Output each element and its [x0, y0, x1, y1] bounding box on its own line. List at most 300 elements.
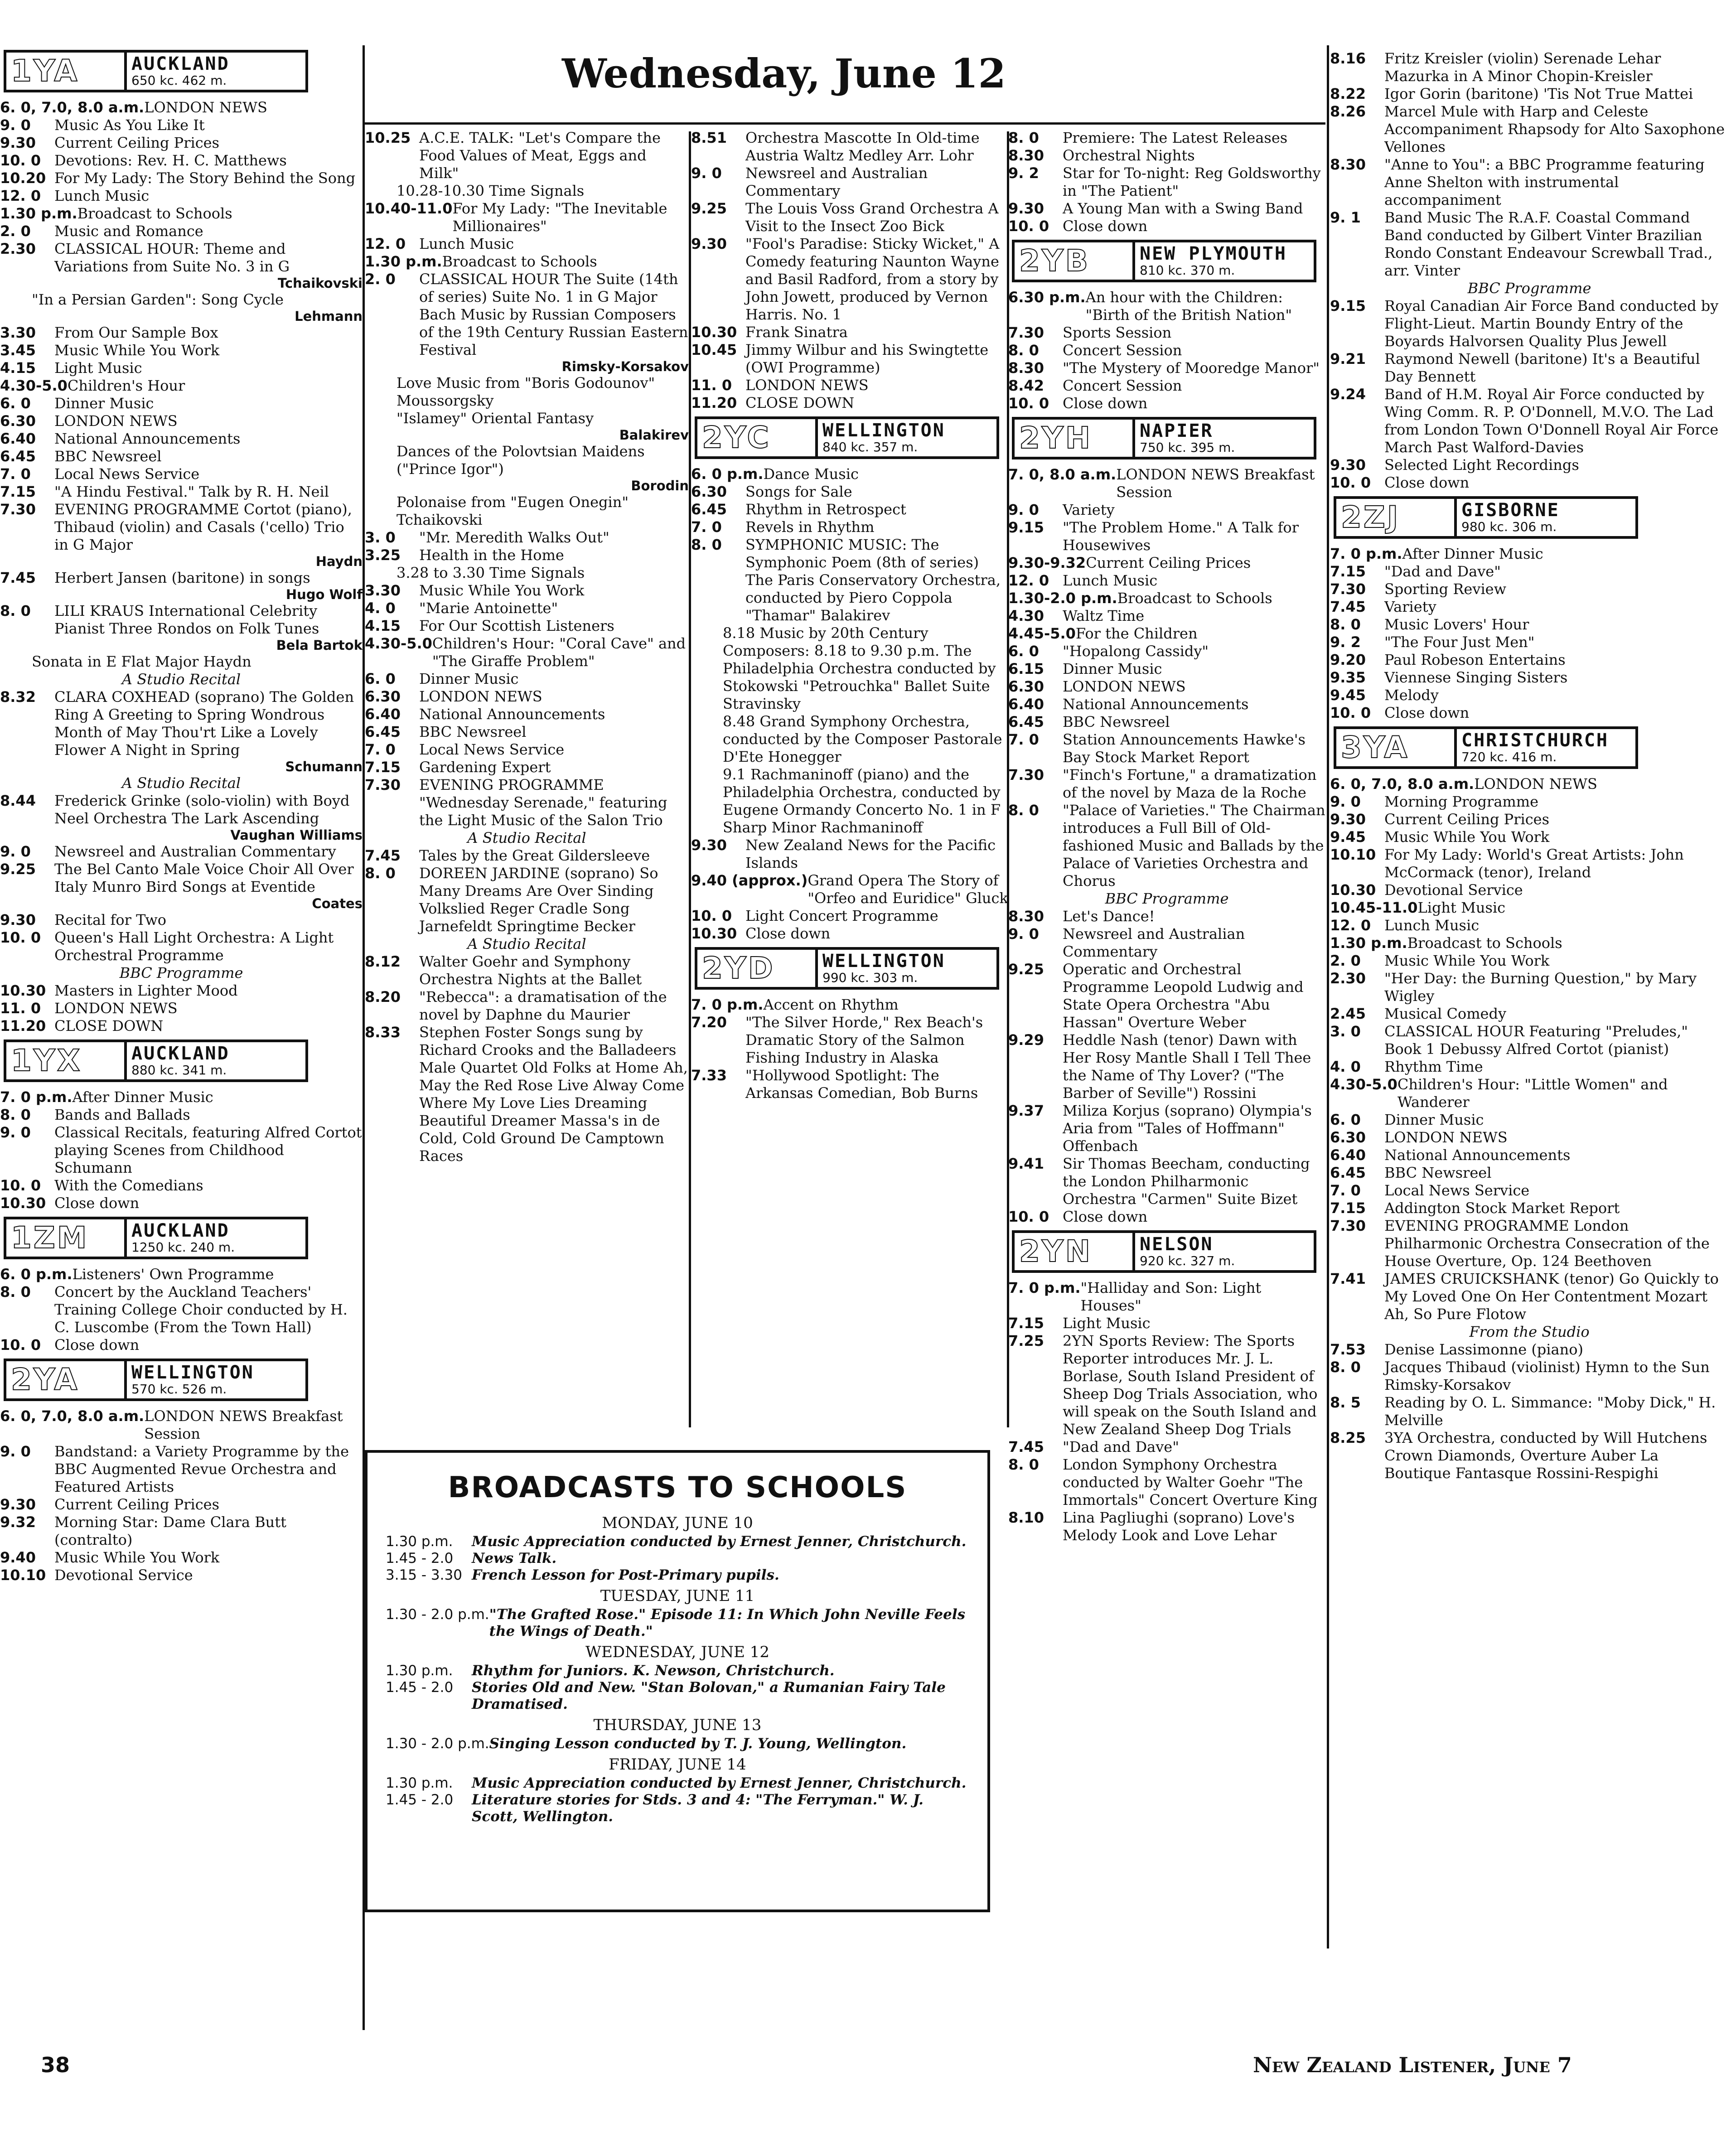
programme-time: 7.41	[1330, 1270, 1366, 1287]
programme-entry	[691, 872, 1008, 907]
programme-entry	[1330, 952, 1729, 970]
programme-title: Broadcast to Schools	[77, 205, 232, 222]
programme-title: CLOSE DOWN	[54, 1017, 164, 1035]
programme-entry	[1008, 1279, 1325, 1315]
station-freq: 750 kc. 395 m.	[1140, 440, 1235, 455]
programme-entry	[0, 569, 363, 587]
programme-entry	[1330, 687, 1729, 704]
programme-title: Tales by the Great Gildersleeve	[419, 847, 650, 864]
programme-title: CLARA COXHEAD (soprano) The Golden Ring A Greeting to Spring Wondrous Month of May Thou'rt Like a Lovely Flower A Night in Spring	[54, 688, 354, 759]
programme-entry	[0, 483, 363, 501]
schools-description: "The Grafted Rose." Episode 11: In Which John Neville Feels the Wings of Death."	[489, 1606, 966, 1639]
programme-entry	[1330, 563, 1729, 580]
programme-entry	[365, 1024, 689, 1165]
programme-entry	[1008, 696, 1325, 713]
programme-time: 9. 0	[1008, 925, 1039, 943]
programme-entry	[1330, 474, 1729, 492]
programme-entry	[691, 518, 1008, 536]
programme-title: "A Hindu Festival." Talk by R. H. Neil	[54, 483, 329, 500]
programme-entry	[0, 1266, 363, 1283]
programme-list-2yn	[1008, 1279, 1325, 1544]
programme-entry	[1330, 209, 1729, 280]
programme-title: LONDON NEWS	[419, 688, 542, 705]
programme-time: 10. 0	[0, 1336, 41, 1354]
programme-title: Raymond Newell (baritone) It's a Beautiful Day Bennett	[1384, 350, 1700, 385]
programme-entry	[1330, 811, 1729, 828]
programme-time: 6.30	[1008, 678, 1044, 695]
programme-time: 10. 0	[0, 152, 41, 169]
programme-entry	[365, 759, 689, 776]
programme-entry	[1330, 1359, 1729, 1394]
programme-title: Current Ceiling Prices	[1384, 811, 1549, 828]
programme-entry	[365, 988, 689, 1024]
programme-entry	[0, 1283, 363, 1336]
programme-note: A Studio Recital	[121, 671, 241, 688]
programme-entry	[0, 1000, 363, 1017]
programme-note: From the Studio	[1469, 1323, 1590, 1340]
programme-time: 4.15	[365, 617, 401, 634]
programme-time: 9.40 (approx.)	[691, 872, 808, 889]
programme-entry	[1330, 934, 1729, 952]
programme-detail: "Islamey" Oriental Fantasy	[397, 410, 594, 427]
programme-entry	[0, 377, 363, 395]
programme-title: National Announcements	[1063, 696, 1249, 713]
programme-time: 7.30	[1008, 766, 1044, 783]
programme-entry	[365, 235, 689, 253]
programme-entry	[365, 200, 689, 235]
programme-time: 8.51	[691, 129, 727, 146]
programme-entry	[1008, 554, 1325, 572]
programme-entry	[1330, 350, 1729, 386]
title-rule	[365, 122, 1325, 125]
programme-title: A Young Man with a Swing Band	[1063, 200, 1303, 217]
programme-entry	[0, 1513, 363, 1549]
programme-title: Igor Gorin (baritone) 'Tis Not True Mattei	[1384, 85, 1693, 102]
programme-entry	[365, 953, 689, 988]
programme-entry	[0, 187, 363, 205]
programme-time: 8.33	[365, 1024, 401, 1041]
programme-time: 6. 0, 7.0, 8.0 a.m.	[0, 1407, 145, 1425]
programme-title: Jacques Thibaud (violinist) Hymn to the Sun Rimsky-Korsakov	[1384, 1359, 1710, 1393]
schools-item	[386, 1550, 969, 1567]
programme-time: 9.29	[1008, 1031, 1044, 1049]
programme-time: 6. 0	[1330, 1111, 1361, 1128]
composer: Coates	[312, 896, 363, 911]
programme-time: 7.30	[0, 501, 36, 518]
programme-time: 8. 0	[1330, 1359, 1361, 1376]
station-freq: 810 kc. 370 m.	[1140, 263, 1235, 278]
programme-list-2yd-cont	[1008, 129, 1325, 235]
programme-entry	[365, 847, 689, 865]
programme-time: 11.20	[691, 394, 737, 411]
programme-title: Walter Goehr and Symphony Orchestra Nights at the Ballet	[419, 953, 642, 988]
programme-title: Sports Session	[1063, 324, 1172, 341]
programme-entry	[1008, 1332, 1325, 1438]
programme-title: Star for To-night: Reg Goldsworthy in "The Patient"	[1063, 164, 1321, 199]
programme-entry	[1330, 775, 1729, 793]
programme-title: Devotional Service	[1384, 881, 1523, 899]
programme-entry	[1330, 846, 1729, 881]
programme-time: 7.15	[1008, 1315, 1044, 1332]
programme-title: 3YA Orchestra, conducted by Will Hutchens Crown Diamonds, Overture Auber La Boutique Fantasque Rossini-Respighi	[1384, 1429, 1707, 1482]
programme-entry	[365, 129, 689, 182]
programme-time: 1.30 p.m.	[365, 253, 442, 270]
schools-schedule	[386, 1513, 969, 1825]
programme-entry	[1330, 1146, 1729, 1164]
schools-item	[386, 1736, 969, 1752]
programme-entry	[0, 1106, 363, 1124]
programme-time: 9.37	[1008, 1102, 1044, 1119]
schools-description: Literature stories for Stds. 3 and 4: "The Ferryman." W. J. Scott, Wellington.	[472, 1792, 924, 1825]
programme-entry	[1330, 1394, 1729, 1429]
programme-time: 4.30-5.0	[1330, 1076, 1398, 1093]
programme-entry	[1008, 147, 1325, 164]
programme-title: Recital for Two	[54, 911, 166, 928]
programme-title: Songs for Sale	[745, 483, 852, 500]
programme-entry	[1330, 1005, 1729, 1023]
programme-entry	[691, 1014, 1008, 1067]
programme-time: 3.30	[365, 582, 401, 599]
programme-time: 6. 0 p.m.	[0, 1266, 73, 1283]
programme-title: Lunch Music	[1063, 572, 1158, 589]
station-freq: 650 kc. 462 m.	[131, 73, 227, 88]
programme-entry	[1330, 1217, 1729, 1270]
page-number: 38	[41, 2053, 70, 2077]
station-2yn	[1012, 1230, 1316, 1273]
programme-time: 6.45	[691, 501, 727, 518]
programme-entry	[0, 342, 363, 359]
programme-entry	[1008, 519, 1325, 554]
programme-title: Broadcast to Schools	[1407, 934, 1562, 952]
schools-description: Music Appreciation conducted by Ernest Jenner, Christchurch.	[472, 1533, 967, 1550]
programme-entry	[1008, 1031, 1325, 1102]
programme-time: 8.30	[1330, 156, 1366, 173]
programme-time: 7. 0 p.m.	[691, 996, 764, 1013]
programme-title: Grand Opera The Story of "Orfeo and Euridice" Gluck	[808, 872, 1008, 907]
programme-title: With the Comedians	[54, 1177, 203, 1194]
column-4	[1008, 129, 1325, 1544]
programme-time: 9.30	[691, 235, 727, 252]
programme-entry	[1330, 1182, 1729, 1199]
programme-detail: 8.48 Grand Symphony Orchestra, conducted by the Composer Pastorale D'Ete Honegger	[723, 713, 1002, 765]
programme-title: Miliza Korjus (soprano) Olympia's Aria from "Tales of Hoffmann" Offenbach	[1063, 1102, 1312, 1155]
programme-time: 9.41	[1008, 1155, 1044, 1172]
station-city: AUCKLAND	[131, 1043, 230, 1064]
programme-time: 6. 0	[0, 395, 31, 412]
programme-entry	[365, 865, 689, 935]
schools-description: French Lesson for Post-Primary pupils.	[472, 1567, 779, 1583]
programme-time: 1.30 p.m.	[1330, 934, 1407, 952]
programme-title: Music While You Work	[54, 1549, 220, 1566]
programme-time: 9. 0	[0, 843, 31, 860]
composer: Tchaikovski	[277, 276, 363, 291]
programme-title: "Finch's Fortune," a dramatization of the novel by Maza de la Roche	[1063, 766, 1317, 801]
programme-list-2ya	[0, 1407, 363, 1584]
schools-item	[386, 1606, 969, 1640]
programme-title: JAMES CRUICKSHANK (tenor) Go Quickly to My Loved One On Her Contentment Mozart Ah, So Pure Flotow	[1384, 1270, 1719, 1323]
publication-footer: New Zealand Listener, June 7	[1253, 2053, 1572, 2077]
programme-title: "Dad and Dave"	[1063, 1438, 1179, 1455]
programme-title: BBC Newsreel	[1063, 713, 1170, 730]
programme-time: 8.10	[1008, 1509, 1044, 1526]
programme-detail: "In a Persian Garden": Song Cycle	[32, 291, 284, 308]
station-call: 2YB	[1019, 243, 1090, 278]
programme-entry	[1008, 289, 1325, 324]
programme-title: Children's Hour: "Little Women" and Wanderer	[1397, 1076, 1668, 1111]
programme-time: 2. 0	[0, 222, 31, 240]
programme-title: Music While You Work	[1384, 828, 1550, 846]
programme-time: 7.30	[365, 776, 401, 793]
programme-time: 7. 0	[0, 465, 31, 483]
programme-entry	[1008, 643, 1325, 660]
programme-title: LONDON NEWS	[144, 99, 267, 116]
programme-title: Health in the Home	[419, 546, 564, 564]
programme-title: "Anne to You": a BBC Programme featuring Anne Shelton with instrumental accompaniment	[1384, 156, 1705, 208]
programme-time: 7.15	[1330, 1199, 1366, 1217]
programme-title: CLOSE DOWN	[745, 394, 855, 411]
programme-title: "Rebecca": a dramatisation of the novel by Daphne du Maurier	[419, 988, 667, 1023]
programme-entry	[365, 253, 689, 271]
programme-time: 9.25	[0, 861, 36, 878]
programme-time: 10.25	[365, 129, 411, 146]
programme-entry	[691, 341, 1008, 377]
programme-title: Close down	[1384, 474, 1470, 491]
programme-title: Sporting Review	[1384, 580, 1506, 598]
programme-title: Newsreel and Australian Commentary	[745, 164, 928, 199]
programme-time: 7.53	[1330, 1341, 1366, 1358]
programme-title: LONDON NEWS	[54, 412, 178, 430]
programme-title: Close down	[1063, 395, 1148, 412]
programme-entry	[365, 723, 689, 741]
programme-entry	[1008, 713, 1325, 731]
programme-title: Morning Star: Dame Clara Butt (contralto)	[54, 1513, 286, 1548]
programme-title: Selected Light Recordings	[1384, 456, 1579, 474]
programme-entry	[691, 483, 1008, 501]
programme-entry	[1330, 899, 1729, 917]
station-freq: 990 kc. 303 m.	[822, 970, 918, 985]
programme-time: 2.45	[1330, 1005, 1366, 1022]
programme-time: 6.30	[691, 483, 727, 500]
programme-list-2yh	[1008, 466, 1325, 1226]
programme-time: 7.45	[1330, 598, 1366, 615]
programme-time: 8. 0	[0, 602, 31, 619]
programme-detail: Polonaise from "Eugen Onegin" Tchaikovski	[397, 493, 629, 528]
station-2yh	[1012, 417, 1316, 459]
programme-time: 8. 0	[365, 865, 396, 882]
programme-time: 7.20	[691, 1014, 727, 1031]
programme-title: Children's Hour: "Coral Cave" and "The Giraffe Problem"	[432, 635, 686, 670]
programme-detail: Dances of the Polovtsian Maidens ("Prince Igor")	[397, 443, 645, 478]
programme-entry	[1330, 633, 1729, 651]
programme-title: Variety	[1384, 598, 1436, 615]
programme-entry	[0, 1177, 363, 1194]
station-2yd	[695, 947, 999, 990]
programme-title: Lunch Music	[419, 235, 514, 252]
programme-time: 7.30	[1330, 580, 1366, 598]
programme-time: 6.30	[1330, 1129, 1366, 1146]
programme-time: 9.40	[0, 1549, 36, 1566]
programme-title: SYMPHONIC MUSIC: The Symphonic Poem (8th of series) The Paris Conservatory Orchestra, conducted by Piero Coppola "Thamar" Balakirev	[745, 536, 1001, 624]
schools-day: THURSDAY, JUNE 13	[593, 1716, 762, 1734]
programme-title: Musical Comedy	[1384, 1005, 1507, 1022]
station-freq: 720 kc. 416 m.	[1461, 749, 1557, 764]
station-call: 2YD	[702, 951, 775, 986]
programme-title: After Dinner Music	[1402, 545, 1543, 562]
programme-title: From Our Sample Box	[54, 324, 218, 341]
programme-entry	[0, 688, 363, 759]
programme-time: 10.30	[691, 925, 737, 942]
programme-entry	[1008, 572, 1325, 590]
programme-entry	[1008, 129, 1325, 147]
programme-title: Close down	[1063, 1208, 1148, 1225]
composer: Vaughan Williams	[230, 827, 363, 843]
programme-title: Bandstand: a Variety Programme by the BBC Augmented Revue Orchestra and Featured Artists	[54, 1443, 349, 1495]
programme-time: 3.30	[0, 324, 36, 341]
programme-entry	[1008, 324, 1325, 342]
programme-time: 9.30	[0, 1496, 36, 1513]
schools-item	[386, 1679, 969, 1713]
programme-entry	[1008, 1438, 1325, 1456]
programme-time: 9.30	[0, 134, 36, 151]
station-2ya	[4, 1359, 308, 1401]
programme-time: 3.45	[0, 342, 36, 359]
programme-entry	[1330, 1058, 1729, 1076]
programme-list-2yc	[691, 465, 1008, 943]
programme-time: 10.45	[691, 341, 737, 358]
programme-time: 4.30	[1008, 607, 1044, 624]
programme-entry	[1330, 85, 1729, 103]
programme-entry	[0, 395, 363, 412]
programme-entry	[1330, 669, 1729, 687]
programme-time: 9.25	[1008, 961, 1044, 978]
programme-time: 6.40	[0, 430, 36, 447]
programme-time: 7.45	[0, 569, 36, 586]
programme-entry	[1008, 1208, 1325, 1226]
schools-item	[386, 1567, 969, 1584]
programme-time: 8. 0	[1008, 802, 1039, 819]
programme-title: "Halliday and Son: Light Houses"	[1080, 1279, 1262, 1314]
programme-entry	[1330, 881, 1729, 899]
programme-time: 9.35	[1330, 669, 1366, 686]
programme-time: 8. 0	[0, 1283, 31, 1301]
programme-title: For Our Scottish Listeners	[419, 617, 614, 634]
programme-entry	[691, 925, 1008, 943]
programme-title: LONDON NEWS Breakfast Session	[144, 1407, 343, 1442]
schools-day: TUESDAY, JUNE 11	[600, 1587, 755, 1605]
programme-title: Light Concert Programme	[745, 907, 938, 924]
programme-detail: 10.28-10.30 Time Signals	[397, 182, 585, 199]
programme-entry	[0, 911, 363, 929]
programme-time: 8.42	[1008, 377, 1044, 394]
programme-title: "The Mystery of Mooredge Manor"	[1063, 359, 1320, 377]
programme-time: 9.24	[1330, 386, 1366, 403]
station-freq: 840 kc. 357 m.	[822, 440, 918, 454]
programme-entry	[0, 1017, 363, 1035]
programme-time: 4. 0	[1330, 1058, 1361, 1075]
programme-time: 10.30	[691, 324, 737, 341]
programme-time: 8. 0	[691, 536, 722, 553]
programme-entry	[1330, 828, 1729, 846]
programme-entry	[0, 1549, 363, 1566]
programme-time: 11. 0	[0, 1000, 41, 1017]
programme-entry	[0, 501, 363, 554]
composer: Lehmann	[295, 309, 363, 324]
programme-title: "Hollywood Spotlight: The Arkansas Comedian, Bob Burns	[745, 1067, 978, 1102]
programme-detail: Love Music from "Boris Godounov" Moussorgsky	[397, 374, 655, 409]
schools-time: 1.30 p.m.	[386, 1663, 453, 1679]
programme-time: 7. 0	[365, 741, 396, 758]
programme-title: Close down	[54, 1336, 140, 1354]
programme-title: BBC Newsreel	[1384, 1164, 1492, 1181]
programme-list-1yx	[0, 1088, 363, 1212]
programme-title: Local News Service	[1384, 1182, 1530, 1199]
station-city: AUCKLAND	[131, 53, 230, 74]
programme-time: 6.40	[365, 706, 401, 723]
programme-time: 7.45	[1008, 1438, 1044, 1455]
programme-title: Denise Lassimonne (piano)	[1384, 1341, 1583, 1358]
programme-entry	[1008, 164, 1325, 200]
station-call: 1YX	[11, 1043, 82, 1078]
programme-title: LONDON NEWS	[1063, 678, 1186, 695]
programme-entry	[1008, 766, 1325, 802]
station-freq: 1250 kc. 240 m.	[131, 1240, 235, 1255]
programme-title: Dinner Music	[419, 670, 519, 687]
programme-title: Marcel Mule with Harp and Celeste Accompaniment Rhapsody for Alto Saxophone Vellones	[1384, 103, 1725, 155]
programme-note: BBC Programme	[119, 964, 243, 981]
programme-title: Close down	[1063, 218, 1148, 235]
programme-title: Frank Sinatra	[745, 324, 848, 341]
programme-title: Current Ceiling Prices	[54, 1496, 219, 1513]
programme-time: 11. 0	[691, 377, 732, 394]
programme-entry	[1008, 395, 1325, 412]
programme-entry	[691, 907, 1008, 925]
programme-list-2yn-cont	[1330, 50, 1729, 492]
programme-title: After Dinner Music	[72, 1088, 213, 1106]
programme-entry	[1330, 1199, 1729, 1217]
station-call: 1ZM	[11, 1220, 89, 1255]
programme-title: Orchestral Nights	[1063, 147, 1195, 164]
programme-time: 9. 0	[1330, 793, 1361, 810]
programme-title: EVENING PROGRAMME Cortot (piano), Thibaud (violin) and Casals ('cello) Trio in G Major	[54, 501, 352, 553]
programme-time: 10. 0	[1008, 218, 1049, 235]
page-title: Wednesday, June 12	[562, 50, 1006, 97]
programme-note: A Studio Recital	[467, 829, 586, 846]
programme-entry	[0, 359, 363, 377]
programme-title: "Marie Antoinette"	[419, 600, 558, 617]
station-city: NAPIER	[1140, 421, 1214, 441]
schools-description: Music Appreciation conducted by Ernest Jenner, Christchurch.	[472, 1775, 967, 1791]
programme-entry	[0, 412, 363, 430]
composer: Haydn	[315, 554, 363, 569]
programme-title: Current Ceiling Prices	[54, 134, 219, 151]
programme-entry	[691, 996, 1008, 1014]
programme-entry	[1008, 501, 1325, 519]
programme-title: Bands and Ballads	[54, 1106, 190, 1123]
programme-time: 9. 1	[1330, 209, 1361, 226]
programme-title: Station Announcements Hawke's Bay Stock Market Report	[1063, 731, 1306, 766]
programme-time: 6. 0, 7.0, 8.0 a.m.	[1330, 775, 1475, 793]
programme-time: 2.30	[0, 240, 36, 257]
schools-time: 3.15 - 3.30	[386, 1567, 462, 1583]
programme-time: 9. 2	[1008, 164, 1039, 182]
programme-time: 10. 0	[1330, 704, 1371, 721]
programme-entry	[365, 776, 689, 829]
schools-time: 1.45 - 2.0	[386, 1792, 454, 1808]
programme-time: 9.21	[1330, 350, 1366, 367]
schools-day: FRIDAY, JUNE 14	[609, 1755, 746, 1774]
station-call: 3YA	[1341, 730, 1409, 765]
programme-entry	[1330, 1429, 1729, 1482]
